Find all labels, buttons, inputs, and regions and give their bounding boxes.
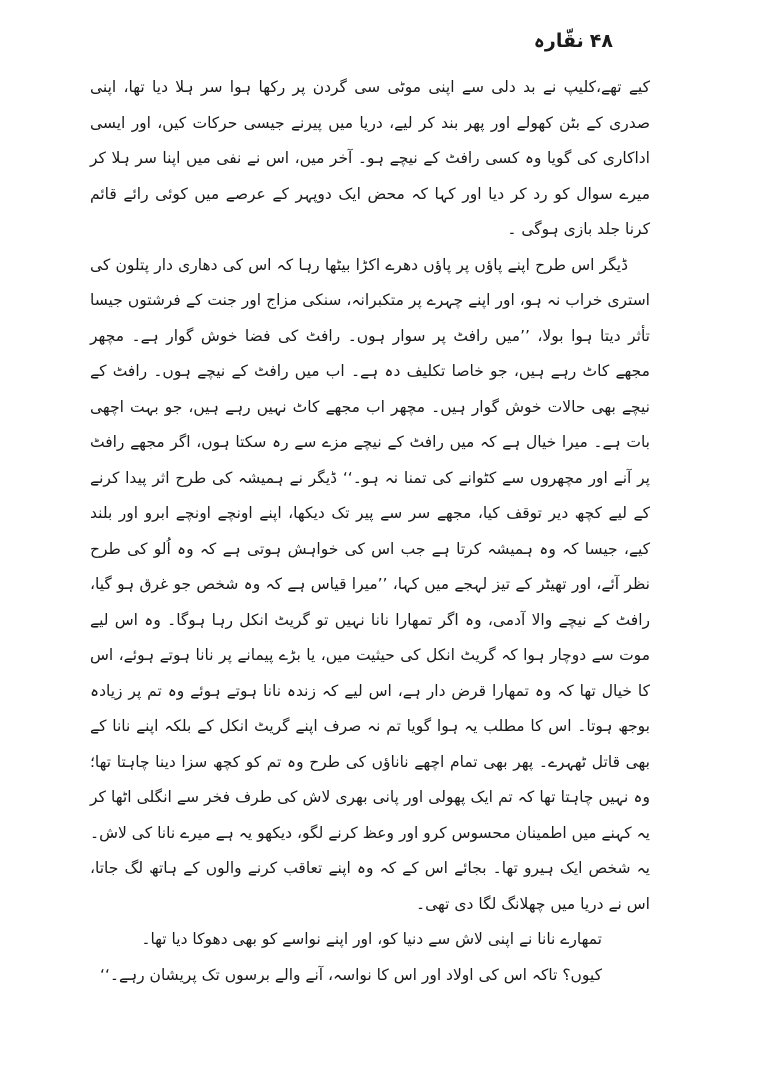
paragraph: کیے تھے،کلیپ نے بد دلی سے اپنی موٹی سی گردن پر رکھا ہوا سر ہلا دیا تھا، اپنی صدری کے بٹن کھولے اور پھر بند کر لیے، دریا میں پیرنے جیسی حرکات کیں، اور ایسی اداکاری کی گویا وہ کسی رافٹ کے نیچے ہو۔ آخر میں، اس نے نفی میں اپنا سر ہلا کر میرے سوال کو رد کر دیا اور کہا کہ محض ایک دوپہر کے عرصے میں کوئی رائے قائم کرنا جلد بازی ہوگی ۔ [90, 78, 650, 238]
page-number: ۴۸ [589, 30, 613, 52]
paragraph: کیوں؟ تاکہ اس کی اولاد اور اس کا نواسہ، آنے والے برسوں تک پریشان رہے۔‘‘ [100, 965, 602, 984]
paragraph: تمھارے نانا نے اپنی لاش سے دنیا کو، اور اپنے نواسے کو بھی دھوکا دیا تھا۔ [141, 930, 602, 948]
page-header [534, 30, 613, 52]
book-title: نقّارہ [533, 30, 584, 52]
paragraph: ڈیگر اس طرح اپنے پاؤں پر پاؤں دھرے اکڑا بیٹھا رہا کہ اس کی دھاری دار پتلون کی استری خراب نہ ہو، اور اپنے چہرے پر متکبرانہ، سنکی مزاج اور جنت کے فرشتوں جیسا تأثر دیتا ہوا بولا، ’’میں رافٹ پر سوار ہوں۔ رافٹ کی فضا خوش گوار ہے۔ مچھر مجھے کاٹ رہے ہیں، جو خاصا تکلیف دہ ہے۔ اب میں رافٹ کے نیچے ہوں۔ رافٹ کے نیچے بھی حالات خوش گوار ہیں۔ مچھر اب مجھے کاٹ نہیں رہے ہیں، جو بہت اچھی بات ہے۔ میرا خیال ہے کہ میں رافٹ کے نیچے مزے سے رہ سکتا ہوں، اگر مجھے رافٹ پر آنے اور مچھروں سے کٹوانے کی تمنا نہ ہو۔‘‘ ڈیگر نے ہمیشہ کی طرح اثر پیدا کرنے کے لیے کچھ دیر توقف کیا، مجھے سر سے پیر تک دیکھا، اپنے اونچے اونچے ابرو اور بلند کیے، جیسا کہ وہ ہمیشہ کرتا ہے جب اس کی خواہش ہوتی ہے کہ وہ اُلو کی طرح نظر آئے، اور تھیٹر کے تیز لہجے میں کہا، ’’میرا قیاس ہے کہ وہ شخص جو غرق ہو گیا، رافٹ کے نیچے والا آدمی، وہ اگر تمھارا نانا نہیں تو گریٹ انکل رہا ہوگا۔ وہ اس لیے موت سے دوچار ہوا کہ گریٹ انکل کی حیثیت میں، یا بڑے پیمانے پر نانا ہوتے ہوئے، اس کا خیال تھا کہ وہ تمھارا قرض دار ہے، اس لیے کہ زندہ نانا ہوتے ہوئے وہ تم پر زیادہ بوجھ ہوتا۔ اس کا مطلب یہ ہوا گویا تم نہ صرف اپنے گریٹ انکل کے بلکہ اپنے نانا کے بھی قاتل ٹھہرے۔ پھر بھی تمام اچھے ناناؤں کی طرح وہ تم کو کچھ سزا دینا چاہتا تھا؛ وہ نہیں چاہتا تھا کہ تم ایک پھولی اور پانی بھری لاش کی طرف فخر سے انگلی اٹھا کر یہ کہنے میں اطمینان محسوس کرو اور وعظ کرنے لگو، دیکھو یہ ہے میرے نانا کی لاش۔ یہ شخص ایک ہیرو تھا۔ بجائے اس کے کہ وہ اپنے تعاقب کرنے والوں کے ہاتھ لگ جاتا، اس نے دریا میں چھلانگ لگا دی تھی۔ [90, 255, 650, 913]
page-body [90, 70, 650, 993]
